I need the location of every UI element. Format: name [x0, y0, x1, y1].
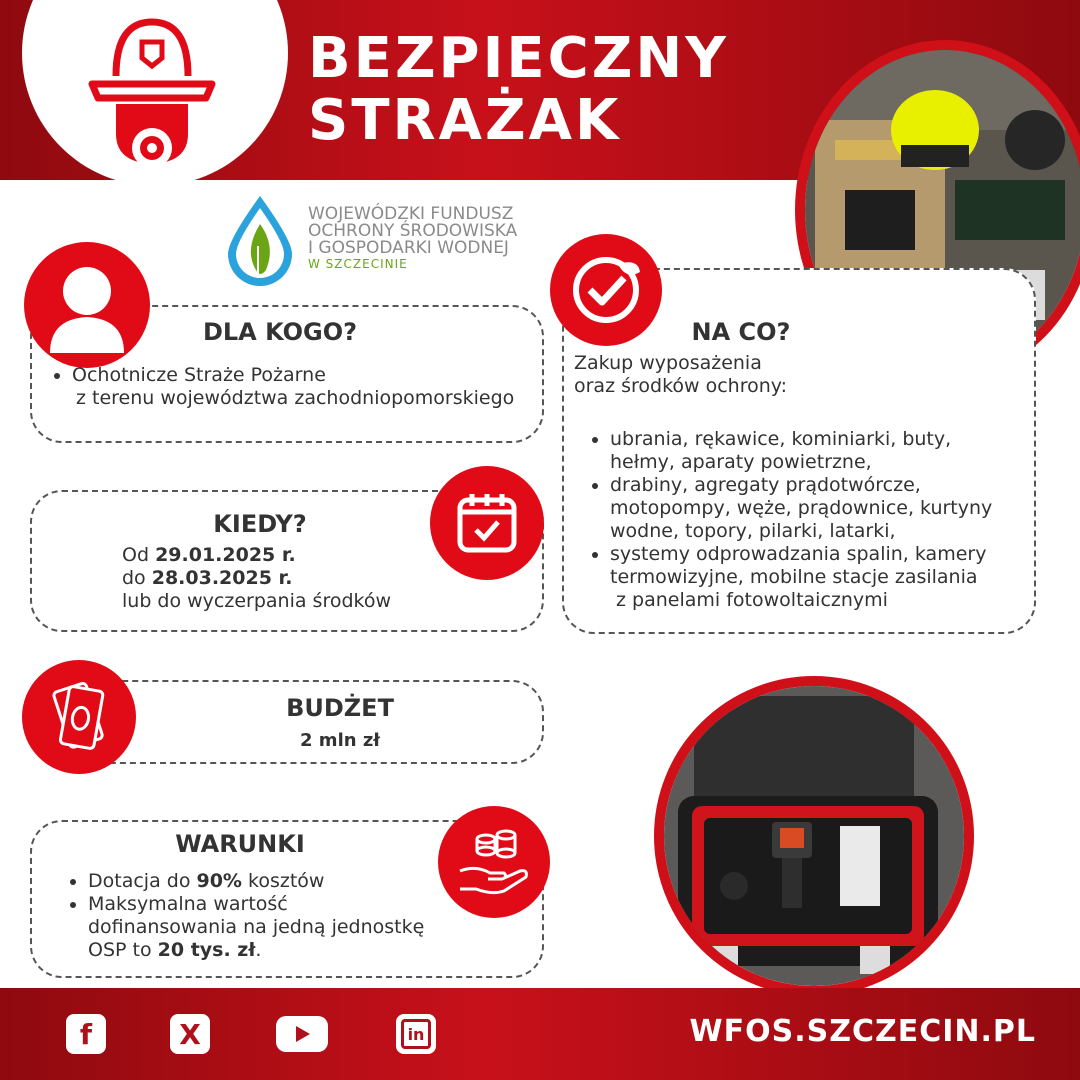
- person-badge: [24, 242, 150, 368]
- dla-kogo-title: DLA KOGO?: [202, 318, 358, 346]
- wfos-logo-text: WOJEWÓDZKI FUNDUSZ OCHRONY ŚRODOWISKA I GOSPODARKI WODNEJ W SZCZECINIE: [308, 204, 518, 271]
- warunki-item-2: • Maksymalna wartość dofinansowania na jedną jednostkę OSP to 20 tys. zł.: [88, 893, 468, 962]
- check-leaf-icon: [566, 250, 646, 330]
- facebook-icon[interactable]: f: [66, 1014, 106, 1054]
- banknotes-icon: [39, 682, 119, 752]
- calendar-badge: [430, 466, 544, 580]
- budzet-value: 2 mln zł: [300, 730, 380, 751]
- person-icon: [42, 257, 132, 353]
- warunki-title: WARUNKI: [175, 830, 305, 858]
- warunki-item-1: • Dotacja do 90% kosztów: [88, 870, 468, 893]
- money-badge: [22, 660, 136, 774]
- kiedy-title: KIEDY?: [213, 510, 307, 538]
- budzet-title: BUDŻET: [286, 694, 394, 722]
- na-co-item-1: • ubrania, rękawice, kominiarki, buty, hełmy, aparaty powietrzne,: [610, 428, 1030, 474]
- water-drop-logo-icon: [222, 194, 298, 286]
- firefighter-helmet-icon: [86, 12, 218, 172]
- na-co-intro: Zakup wyposażenia oraz środków ochrony:: [574, 352, 788, 397]
- website-link[interactable]: WFOS.SZCZECIN.PL: [689, 1014, 1036, 1049]
- linkedin-icon[interactable]: in: [396, 1014, 436, 1054]
- page-title: BEZPIECZNY STRAŻAK: [308, 26, 729, 153]
- x-icon[interactable]: X: [170, 1014, 210, 1054]
- dla-kogo-list: [52, 364, 542, 410]
- dla-kogo-item: • Ochotnicze Straże Pożarne z terenu województwa zachodniopomorskiego: [72, 364, 542, 410]
- youtube-icon[interactable]: [276, 1016, 328, 1052]
- thermal-camera-photo: [654, 676, 974, 996]
- calendar-icon: [454, 490, 520, 556]
- na-co-title: NA CO?: [691, 318, 791, 346]
- na-co-item-3: • systemy odprowadzania spalin, kamery termowizyjne, mobilne stacje zasilania z panelami fotowoltaicznymi: [610, 543, 1030, 612]
- na-co-list: [590, 428, 1030, 612]
- check-badge: [550, 234, 662, 346]
- na-co-item-2: • drabiny, agregaty prądotwórcze, motopompy, węże, prądownice, kurtyny wodne, topory, pilarki, latarki,: [610, 474, 1030, 543]
- warunki-list: [68, 870, 468, 962]
- kiedy-text: Od 29.01.2025 r. do 28.03.2025 r. lub do wyczerpania środków: [122, 544, 392, 612]
